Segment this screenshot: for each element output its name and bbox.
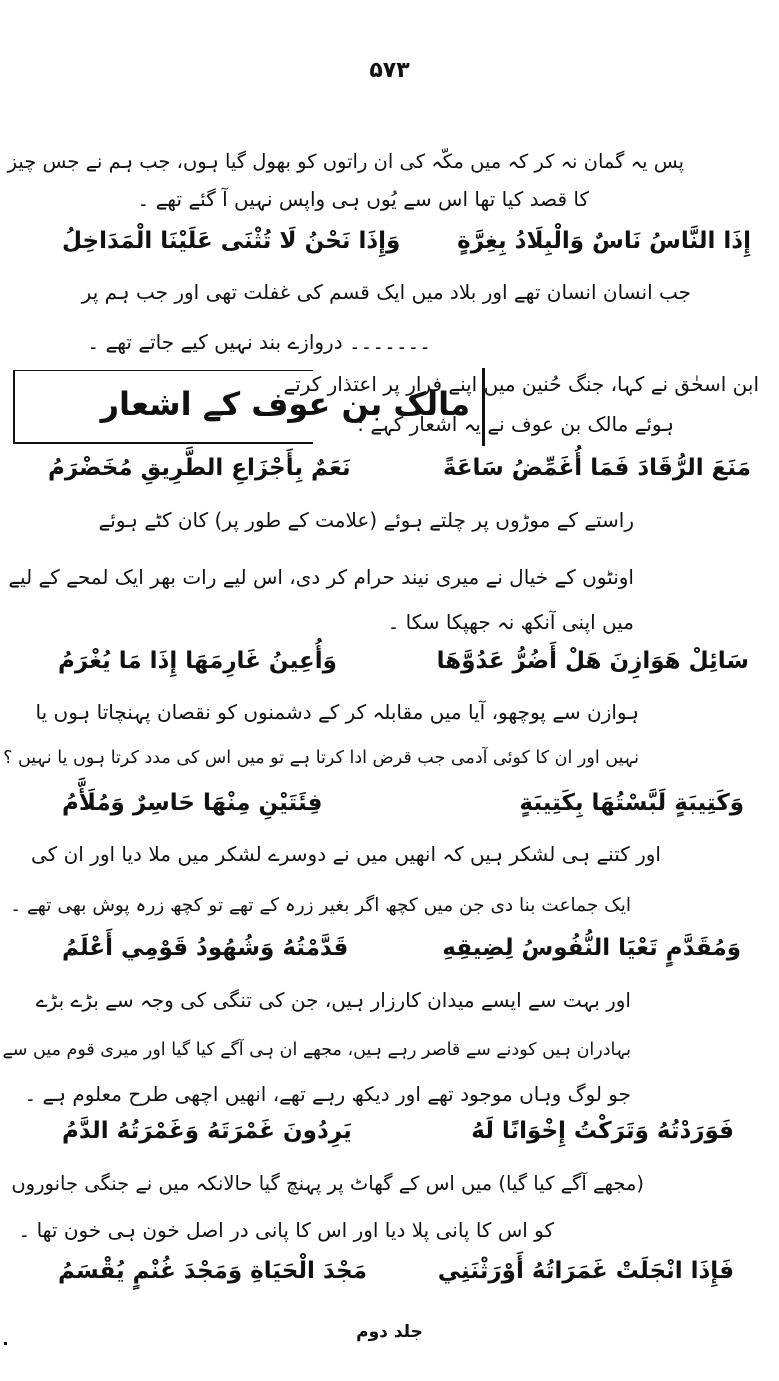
- prose-line: نہیں اور ان کا کوئی آدمی جب قرض ادا کرتا ہے تو میں اس کی مدد کرتا ہوں یا نہیں ؟: [3, 748, 639, 768]
- prose-line: اور کتنے ہی لشکر ہیں کہ انھیں میں نے دوسرے لشکر میں ملا دیا اور ان کی: [31, 842, 661, 866]
- scan-speck: [4, 1342, 7, 1345]
- verse-hemistich-1: إِذَا النَّاسُ نَاسٌ وَالْبِلَادُ بِغِرَّةٍ: [457, 228, 751, 254]
- verse-hemistich-2: فِئَتَيْنِ مِنْهَا حَاسِرٌ وَمُلَأَّمُ: [62, 790, 323, 816]
- prose-line: جب انسان انسان تھے اور بلاد میں ایک قسم کی غفلت تھی اور جب ہم پر: [81, 280, 691, 304]
- prose-line: ایک جماعت بنا دی جن میں کچھ اگر بغیر زرہ کے تھے تو کچھ زرہ پوش بھی تھے ۔: [10, 895, 631, 916]
- verse-hemistich-2: وَإِذَا نَحْنُ لَا تُثْنَى عَلَيْنَا الْمَدَاخِلُ: [62, 228, 401, 254]
- verse-hemistich-2: وَأُعِينُ غَارِمَهَا إِذَا مَا يُغْرَمُ: [58, 648, 337, 674]
- verse-hemistich-2: قَدَّمْتُهُ وَشُهُودُ قَوْمِي أَعْلَمُ: [62, 935, 349, 961]
- prose-line: بہادران ہیں کودنے سے قاصر رہے ہیں، مجھے ان ہی آگے کیا گیا اور میری قوم میں سے: [2, 1040, 631, 1060]
- verse-hemistich-1: مَنَعَ الرُّقَادَ فَمَا أُغَمِّضُ سَاعَةً: [442, 455, 751, 481]
- prose-line: اونٹوں کے خیال نے میری نیند حرام کر دی، اس لیے رات بھر ایک لمحے کے لیے: [8, 565, 634, 589]
- volume-footer: جلد دوم: [356, 1322, 423, 1342]
- verse-hemistich-1: وَمُقَدَّمٍ تَعْيَا النُّفُوسُ لِضِيقِهِ: [442, 935, 741, 961]
- prose-line: اور بہت سے ایسے میدان کارزار ہیں، جن کی تنگی کی وجہ سے بڑے بڑے: [35, 988, 631, 1012]
- prose-line: ہوازن سے پوچھو، آیا میں مقابلہ کر کے دشمنوں کو نقصان پہنچاتا ہوں یا: [35, 700, 639, 724]
- verse-hemistich-1: فَإِذَا انْجَلَتْ غَمَرَاتُهُ أَوْرَثْنَنِي: [437, 1258, 734, 1284]
- prose-line: جو لوگ وہاں موجود تھے اور دیکھ رہے تھے، انھیں اچھی طرح معلوم ہے ۔: [24, 1082, 631, 1106]
- prose-line: میں اپنی آنکھ نہ جھپکا سکا ۔: [387, 610, 634, 634]
- page-number: ۵۷۳: [369, 58, 410, 83]
- verse-hemistich-2: يَرِدُونَ غَمْرَتَهُ وَغَمْرَتُهُ الدَّمُ: [62, 1118, 352, 1144]
- verse-hemistich-1: وَكَتِيبَةٍ لَبَّسْتُهَا بِكَتِيبَةٍ: [519, 790, 744, 816]
- prose-line: (مجھے آگے کیا گیا) میں اس کے گھاٹ پر پہنچ گیا حالانکہ میں نے جنگی جانوروں: [11, 1172, 644, 1195]
- section-heading: مالک بن عوف کے اشعار: [100, 385, 470, 423]
- verse-hemistich-2: نَعَمٌ بِأَجْزَاعِ الطَّرِيقِ مُخَضْرَمُ: [48, 455, 351, 481]
- prose-line: پس یہ گمان نہ کر کہ میں مکّہ کی ان راتوں کو بھول گیا ہوں، جب ہم نے جس چیز: [7, 150, 684, 173]
- verse-hemistich-1: سَائِلْ هَوَازِنَ هَلْ أَضُرُّ عَدُوَّهَا: [436, 648, 749, 674]
- prose-line: کو اس کا پانی پلا دیا اور اس کا پانی در اصل خون ہی خون تھا ۔: [18, 1218, 554, 1242]
- verse-hemistich-1: فَوَرَدْتُهُ وَتَرَكْتُ إِخْوَانًا لَهُ: [471, 1118, 734, 1144]
- prose-line: ۔۔۔۔۔۔۔ دروازے بند نہیں کیے جاتے تھے ۔: [87, 330, 431, 354]
- prose-line: ہوئے مالک بن عوف نے یہ اشعار کہے :: [357, 412, 674, 436]
- prose-line: راستے کے موڑوں پر چلتے ہوئے (علامت کے طور پر) کان کٹے ہوئے: [98, 508, 634, 532]
- prose-line: کا قصد کیا تھا اس سے یُوں ہی واپس نہیں آ گئے تھے ۔: [137, 187, 589, 211]
- verse-hemistich-2: مَجْدَ الْحَيَاةِ وَمَجْدَ غُنْمٍ يُقْسَمُ: [58, 1258, 367, 1284]
- prose-line: ابن اسحٰق نے کہا، جنگ حُنین میں اپنے فرار پر اعتذار کرتے: [283, 372, 759, 396]
